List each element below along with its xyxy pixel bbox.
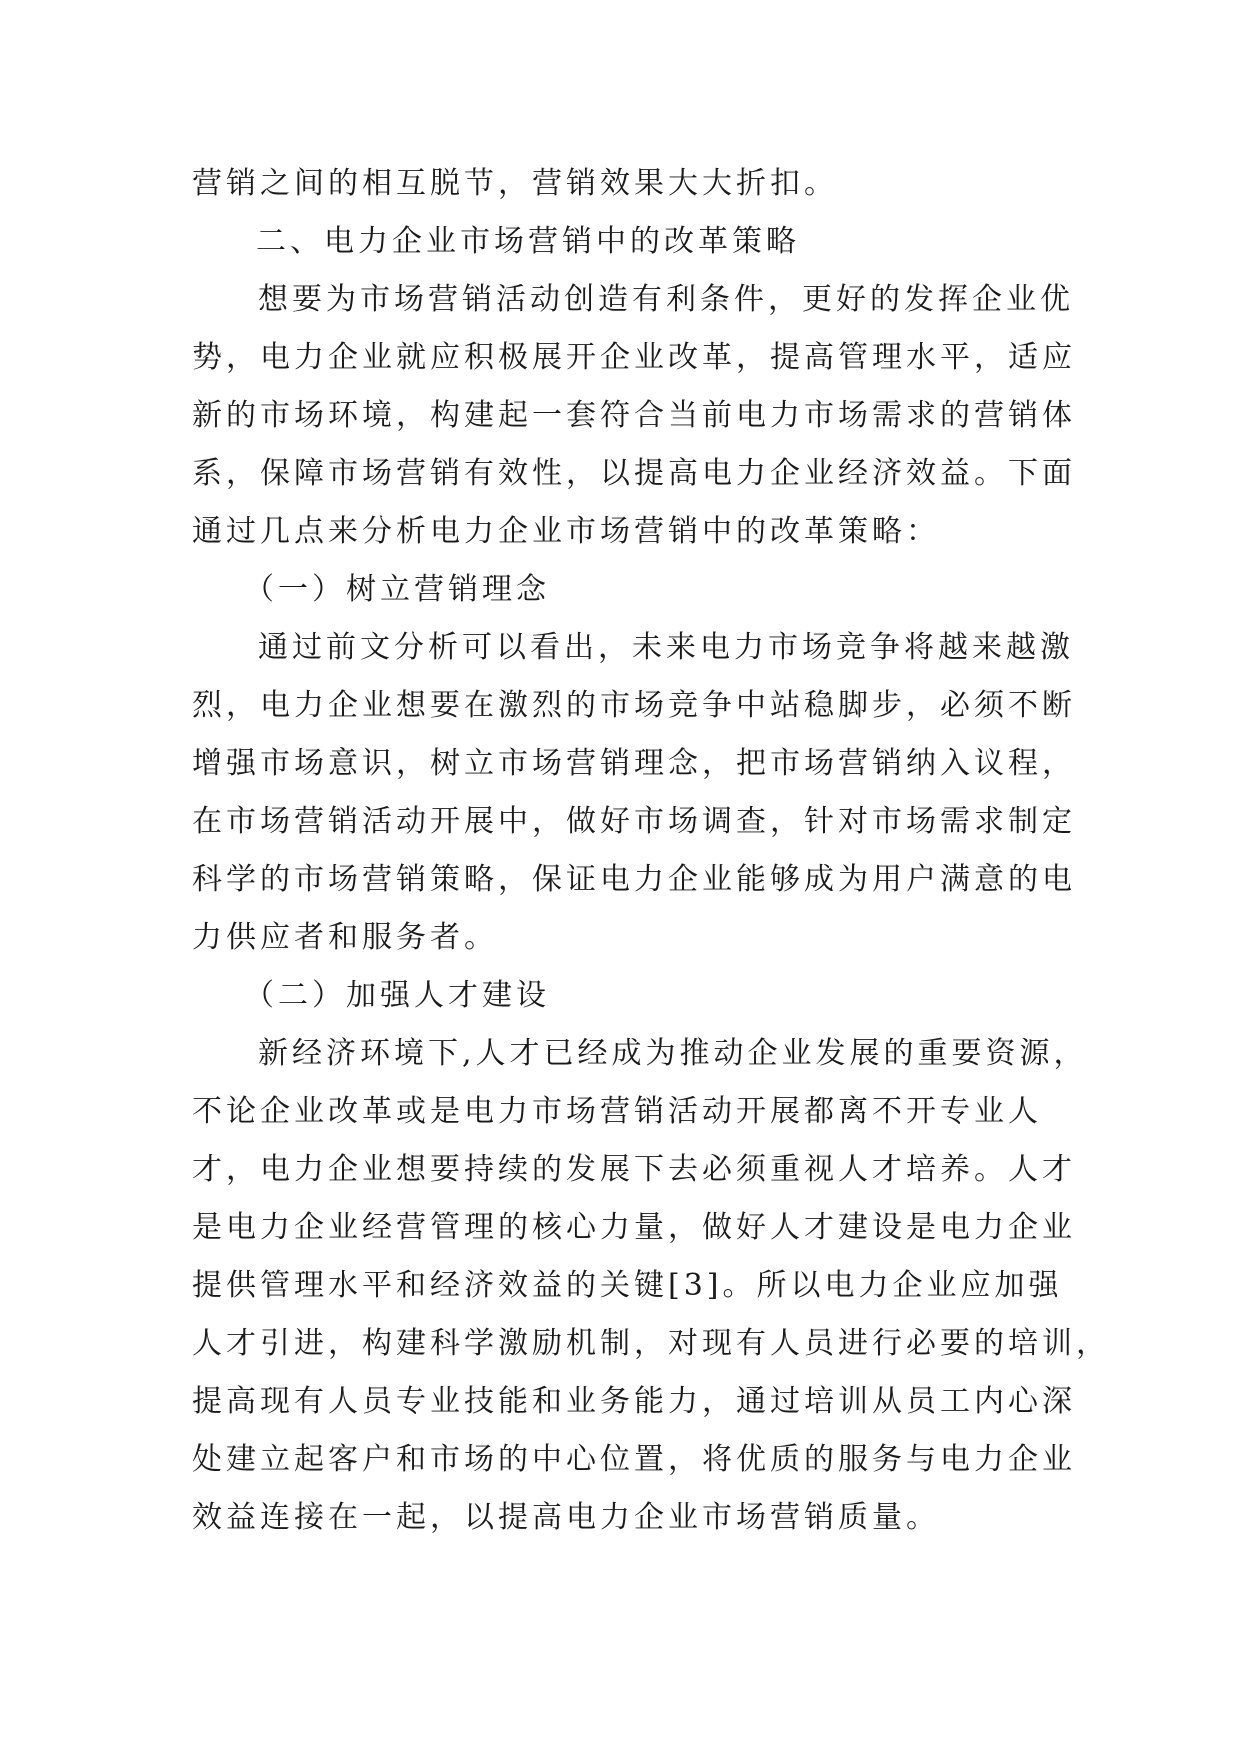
paragraph-line: 新的市场环境，构建起一套符合当前电力市场需求的营销体 bbox=[192, 398, 1076, 433]
subsection-heading: （二）加强人才建设 bbox=[244, 978, 550, 1013]
paragraph-first-line: 想要为市场营销活动创造有利条件，更好的发挥企业优 bbox=[258, 282, 1074, 317]
subsection-heading: （一）树立营销理念 bbox=[244, 572, 550, 607]
paragraph-line: 才，电力企业想要持续的发展下去必须重视人才培养。人才 bbox=[192, 1152, 1076, 1187]
paragraph-first-line: 通过前文分析可以看出，未来电力市场竞争将越来越激 bbox=[258, 630, 1074, 665]
paragraph-line: 增强市场意识，树立市场营销理念，把市场营销纳入议程， bbox=[192, 746, 1076, 781]
paragraph-line: 科学的市场营销策略，保证电力企业能够成为用户满意的电 bbox=[192, 862, 1076, 897]
paragraph-line: 在市场营销活动开展中，做好市场调查，针对市场需求制定 bbox=[192, 804, 1076, 839]
paragraph-line: 势，电力企业就应积极展开企业改革，提高管理水平，适应 bbox=[192, 340, 1076, 375]
paragraph-line: 是电力企业经营管理的核心力量，做好人才建设是电力企业 bbox=[192, 1210, 1076, 1245]
document-page bbox=[192, 155, 1110, 1547]
paragraph-line: 人才引进，构建科学激励机制，对现有人员进行必要的培训， bbox=[192, 1326, 1110, 1361]
paragraph-first-line: 新经济环境下,人才已经成为推动企业发展的重要资源， bbox=[258, 1036, 1088, 1071]
paragraph-line: 提供管理水平和经济效益的关键[3]。所以电力企业应加强 bbox=[192, 1268, 1063, 1303]
paragraph-line: 不论企业改革或是电力市场营销活动开展都离不开专业人 bbox=[192, 1094, 1042, 1129]
paragraph-line: 烈，电力企业想要在激烈的市场竞争中站稳脚步，必须不断 bbox=[192, 688, 1076, 723]
paragraph-line: 通过几点来分析电力企业市场营销中的改革策略： bbox=[192, 514, 940, 549]
paragraph-line: 提高现有人员专业技能和业务能力，通过培训从员工内心深 bbox=[192, 1384, 1076, 1419]
section-heading: 二、电力企业市场营销中的改革策略 bbox=[256, 224, 800, 259]
paragraph-line: 系，保障市场营销有效性，以提高电力企业经济效益。下面 bbox=[192, 456, 1076, 491]
paragraph-line: 力供应者和服务者。 bbox=[192, 920, 498, 955]
paragraph-line: 营销之间的相互脱节，营销效果大大折扣。 bbox=[192, 166, 838, 201]
paragraph-line: 处建立起客户和市场的中心位置，将优质的服务与电力企业 bbox=[192, 1442, 1076, 1477]
paragraph-line: 效益连接在一起，以提高电力企业市场营销质量。 bbox=[192, 1500, 940, 1535]
